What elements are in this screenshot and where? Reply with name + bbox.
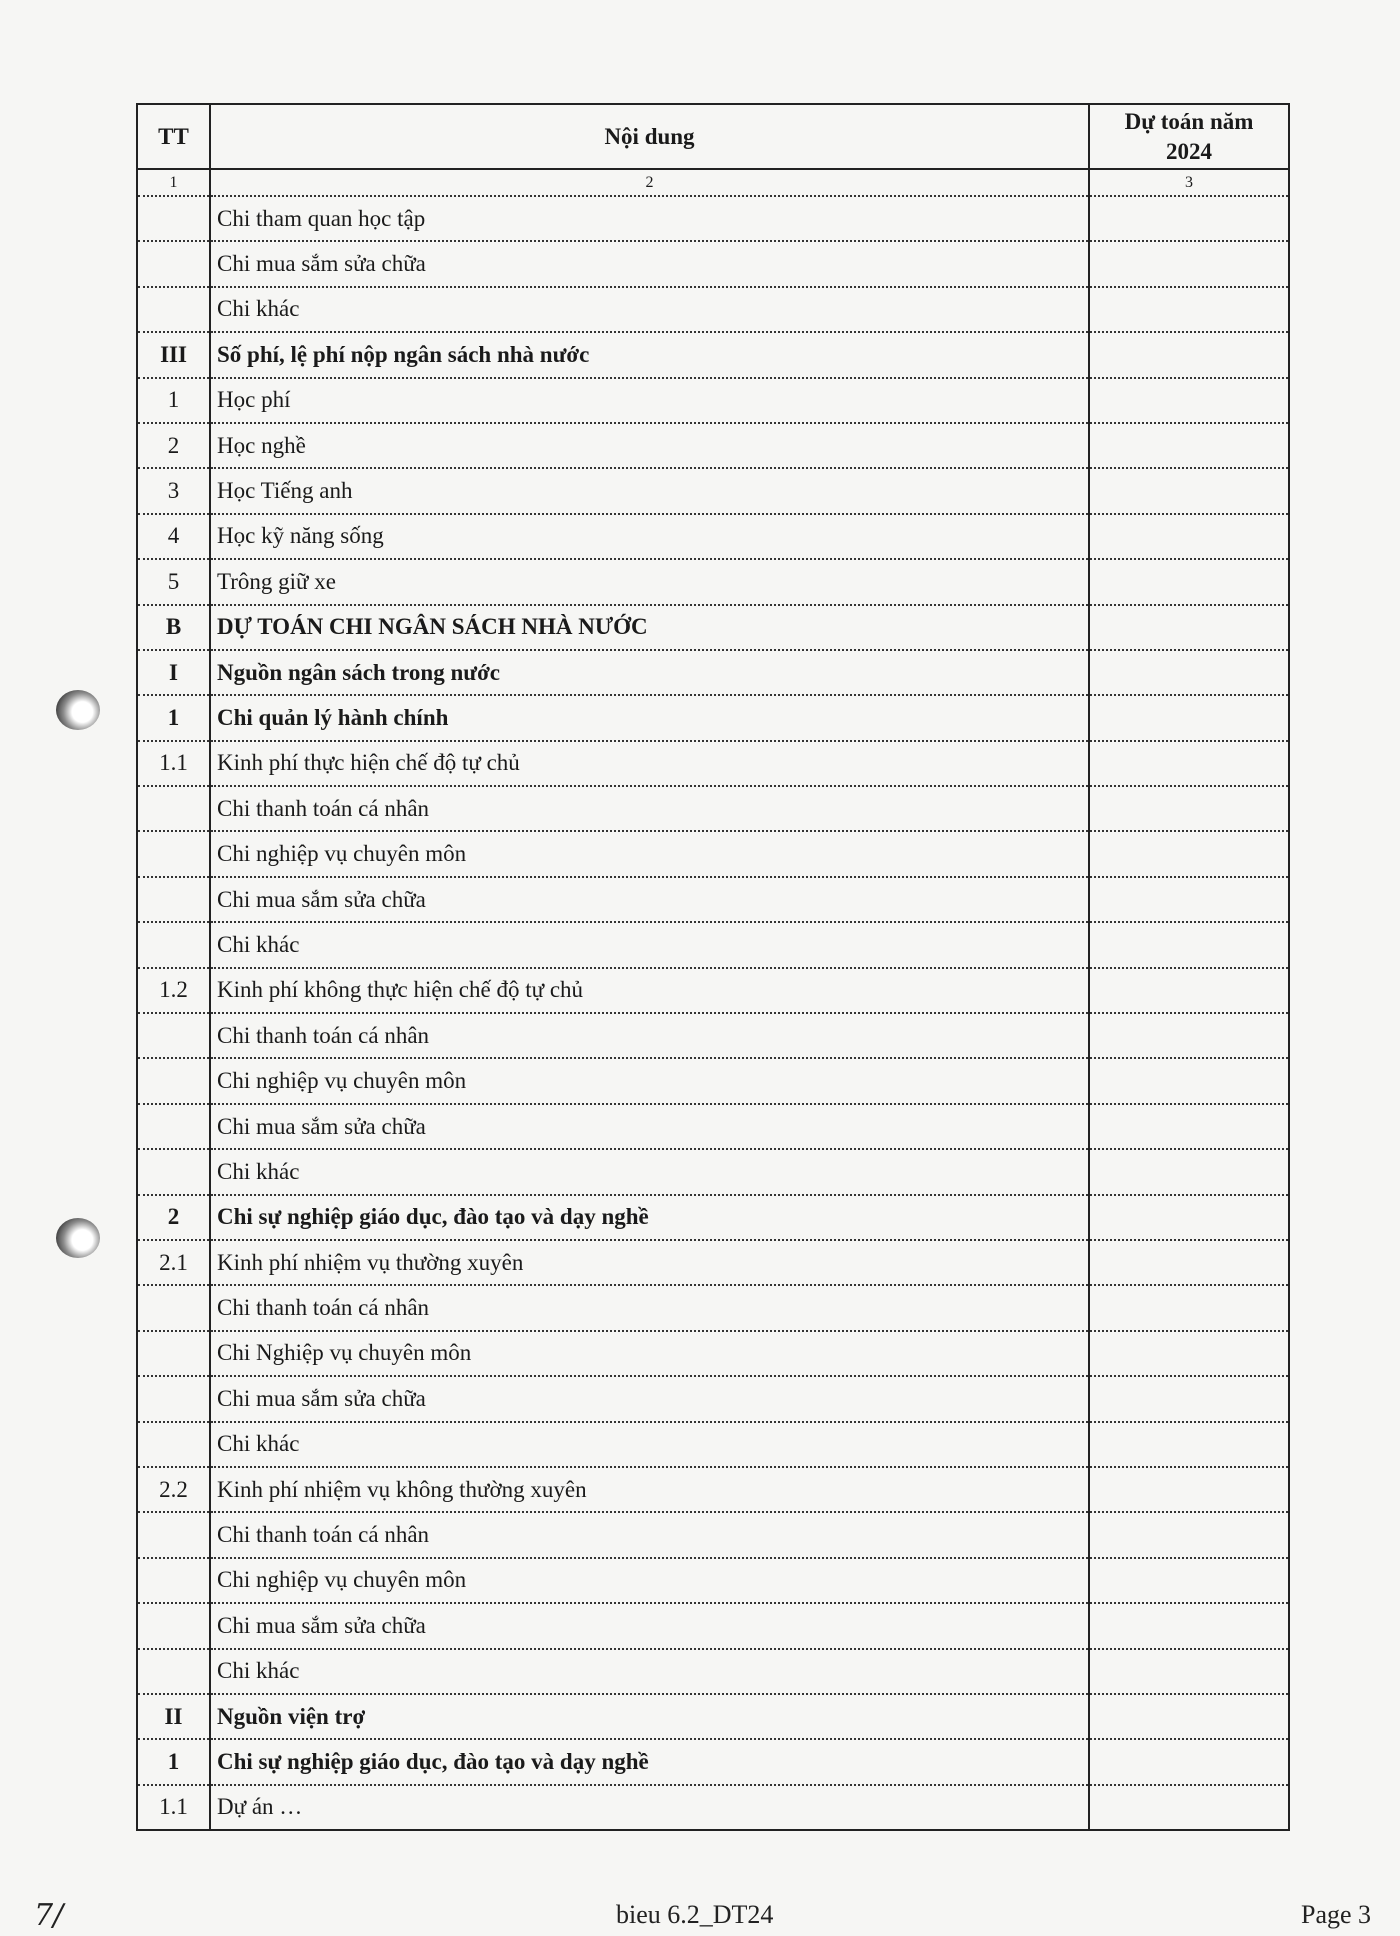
row-estimate [1089, 1467, 1289, 1512]
handwritten-initials: 7/ [34, 1898, 64, 1933]
row-content: Chi nghiệp vụ chuyên môn [210, 831, 1089, 876]
table-row [137, 423, 1289, 468]
row-tt [137, 1058, 210, 1103]
row-content: Nguồn ngân sách trong nước [210, 650, 1089, 695]
table-row [137, 1149, 1289, 1194]
row-tt [137, 1422, 210, 1467]
row-content: Dự án … [210, 1785, 1089, 1830]
row-estimate [1089, 1422, 1289, 1467]
column-number: 1 [137, 169, 210, 196]
row-estimate [1089, 1603, 1289, 1648]
row-estimate [1089, 378, 1289, 423]
row-tt [137, 1558, 210, 1603]
row-estimate [1089, 1058, 1289, 1103]
row-content: Học kỹ năng sống [210, 514, 1089, 559]
row-content: Chi nghiệp vụ chuyên môn [210, 1058, 1089, 1103]
row-estimate [1089, 877, 1289, 922]
row-estimate [1089, 1331, 1289, 1376]
table-row [137, 1649, 1289, 1694]
row-estimate [1089, 1013, 1289, 1058]
row-tt [137, 287, 210, 332]
row-tt [137, 786, 210, 831]
row-content: Chi mua sắm sửa chữa [210, 1104, 1089, 1149]
row-content: Chi tham quan học tập [210, 196, 1089, 241]
table-row [137, 196, 1289, 241]
row-estimate [1089, 1739, 1289, 1784]
row-tt: II [137, 1694, 210, 1739]
row-tt: 1.1 [137, 741, 210, 786]
row-tt: B [137, 605, 210, 650]
row-content: Kinh phí nhiệm vụ thường xuyên [210, 1240, 1089, 1285]
header-estimate: Dự toán năm 2024 [1089, 104, 1289, 169]
row-tt [137, 877, 210, 922]
row-content: Chi quản lý hành chính [210, 695, 1089, 740]
row-content: Chi khác [210, 1422, 1089, 1467]
row-content: Học phí [210, 378, 1089, 423]
page-number: Page 3 [1301, 1900, 1372, 1929]
row-estimate [1089, 695, 1289, 740]
row-estimate [1089, 423, 1289, 468]
table-row [137, 877, 1289, 922]
row-tt: 4 [137, 514, 210, 559]
row-content: Kinh phí nhiệm vụ không thường xuyên [210, 1467, 1089, 1512]
sheet-name: bieu 6.2_DT24 [616, 1900, 774, 1929]
row-tt [137, 831, 210, 876]
row-tt: 3 [137, 468, 210, 513]
row-content: Kinh phí thực hiện chế độ tự chủ [210, 741, 1089, 786]
row-tt [137, 922, 210, 967]
table-row [137, 1104, 1289, 1149]
row-tt [137, 1149, 210, 1194]
table-row [137, 695, 1289, 740]
table-row [137, 1603, 1289, 1648]
row-estimate [1089, 831, 1289, 876]
table-row [137, 1558, 1289, 1603]
row-tt [137, 241, 210, 286]
row-content: Chi mua sắm sửa chữa [210, 877, 1089, 922]
row-estimate [1089, 1512, 1289, 1557]
table-row [137, 1013, 1289, 1058]
column-number: 2 [210, 169, 1089, 196]
table-row [137, 514, 1289, 559]
row-tt [137, 1104, 210, 1149]
row-tt: 1.2 [137, 968, 210, 1013]
table-row [137, 741, 1289, 786]
table-row [137, 1285, 1289, 1330]
row-estimate [1089, 287, 1289, 332]
row-tt: 2.1 [137, 1240, 210, 1285]
table-row [137, 1785, 1289, 1830]
row-tt: 5 [137, 559, 210, 604]
row-content: Học Tiếng anh [210, 468, 1089, 513]
table-row [137, 1467, 1289, 1512]
row-content: DỰ TOÁN CHI NGÂN SÁCH NHÀ NƯỚC [210, 605, 1089, 650]
row-content: Chi khác [210, 1149, 1089, 1194]
row-estimate [1089, 968, 1289, 1013]
row-content: Chi khác [210, 287, 1089, 332]
row-content: Nguồn viện trợ [210, 1694, 1089, 1739]
row-estimate [1089, 1558, 1289, 1603]
punch-hole [56, 690, 100, 730]
row-tt: 2.2 [137, 1467, 210, 1512]
row-tt: 1 [137, 1739, 210, 1784]
row-estimate [1089, 241, 1289, 286]
row-estimate [1089, 1649, 1289, 1694]
row-estimate [1089, 559, 1289, 604]
row-tt: 1 [137, 378, 210, 423]
table-row [137, 968, 1289, 1013]
row-tt [137, 1603, 210, 1648]
row-estimate [1089, 605, 1289, 650]
table-row [137, 1195, 1289, 1240]
row-tt: 1 [137, 695, 210, 740]
table-row [137, 378, 1289, 423]
table-row [137, 1058, 1289, 1103]
punch-hole [56, 1218, 100, 1258]
row-estimate [1089, 741, 1289, 786]
row-tt [137, 1512, 210, 1557]
column-number-row [137, 169, 1289, 196]
row-tt [137, 1285, 210, 1330]
row-tt [137, 1649, 210, 1694]
row-estimate [1089, 786, 1289, 831]
table-row [137, 1331, 1289, 1376]
table-row [137, 241, 1289, 286]
row-estimate [1089, 1104, 1289, 1149]
row-content: Chi Nghiệp vụ chuyên môn [210, 1331, 1089, 1376]
row-estimate [1089, 1785, 1289, 1830]
row-content: Chi nghiệp vụ chuyên môn [210, 1558, 1089, 1603]
table-row [137, 559, 1289, 604]
header-content: Nội dung [210, 104, 1089, 169]
row-content: Chi khác [210, 1649, 1089, 1694]
row-estimate [1089, 1376, 1289, 1421]
table-row [137, 1376, 1289, 1421]
row-content: Chi mua sắm sửa chữa [210, 1376, 1089, 1421]
row-estimate [1089, 1195, 1289, 1240]
row-estimate [1089, 650, 1289, 695]
row-content: Chi khác [210, 922, 1089, 967]
table-row [137, 605, 1289, 650]
table-row [137, 1240, 1289, 1285]
row-tt [137, 1013, 210, 1058]
row-tt: 2 [137, 423, 210, 468]
table-row [137, 650, 1289, 695]
row-tt [137, 196, 210, 241]
table-header-row [137, 104, 1289, 169]
row-content: Số phí, lệ phí nộp ngân sách nhà nước [210, 332, 1089, 377]
budget-estimate-table [136, 103, 1290, 1831]
row-content: Học nghề [210, 423, 1089, 468]
row-estimate [1089, 922, 1289, 967]
row-estimate [1089, 514, 1289, 559]
row-content: Chi thanh toán cá nhân [210, 786, 1089, 831]
row-tt [137, 1331, 210, 1376]
row-content: Chi mua sắm sửa chữa [210, 1603, 1089, 1648]
row-estimate [1089, 332, 1289, 377]
table-row [137, 1739, 1289, 1784]
row-content: Chi sự nghiệp giáo dục, đào tạo và dạy nghề [210, 1739, 1089, 1784]
row-estimate [1089, 196, 1289, 241]
row-tt [137, 1376, 210, 1421]
row-tt: 2 [137, 1195, 210, 1240]
table-row [137, 922, 1289, 967]
row-content: Chi sự nghiệp giáo dục, đào tạo và dạy nghề [210, 1195, 1089, 1240]
row-estimate [1089, 1694, 1289, 1739]
row-content: Chi mua sắm sửa chữa [210, 241, 1089, 286]
table-row [137, 468, 1289, 513]
row-estimate [1089, 468, 1289, 513]
row-content: Chi thanh toán cá nhân [210, 1285, 1089, 1330]
row-content: Chi thanh toán cá nhân [210, 1013, 1089, 1058]
table-row [137, 332, 1289, 377]
table-row [137, 1694, 1289, 1739]
column-number: 3 [1089, 169, 1289, 196]
row-tt: III [137, 332, 210, 377]
header-tt: TT [137, 104, 210, 169]
row-tt: I [137, 650, 210, 695]
table-row [137, 1512, 1289, 1557]
row-content: Kinh phí không thực hiện chế độ tự chủ [210, 968, 1089, 1013]
row-estimate [1089, 1285, 1289, 1330]
row-estimate [1089, 1149, 1289, 1194]
row-content: Trông giữ xe [210, 559, 1089, 604]
table-row [137, 831, 1289, 876]
table-row [137, 786, 1289, 831]
table-row [137, 287, 1289, 332]
row-content: Chi thanh toán cá nhân [210, 1512, 1089, 1557]
row-tt: 1.1 [137, 1785, 210, 1830]
row-estimate [1089, 1240, 1289, 1285]
table-row [137, 1422, 1289, 1467]
table-body [137, 196, 1289, 1830]
